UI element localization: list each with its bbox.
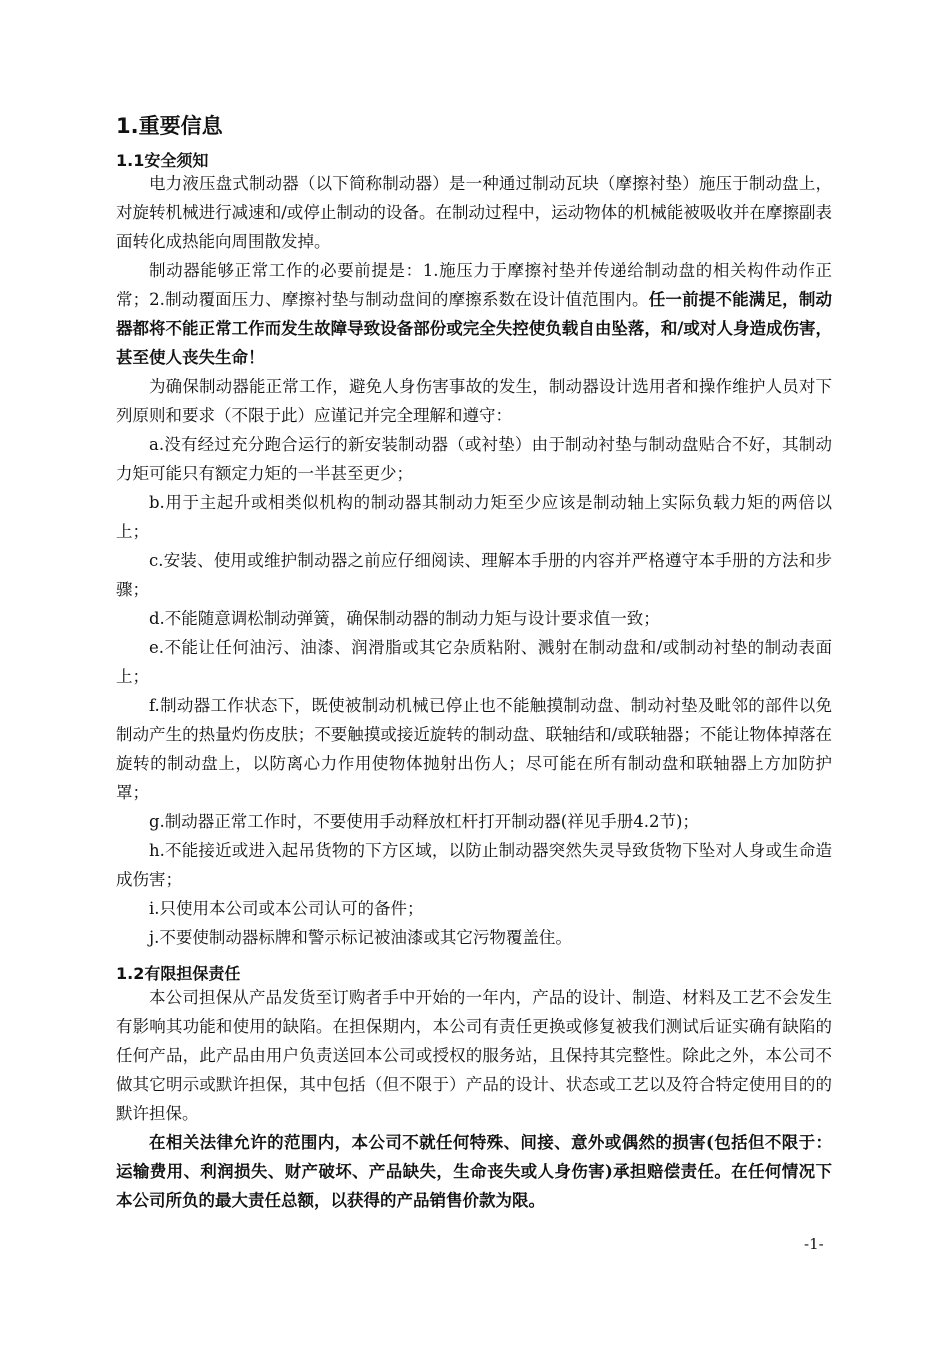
safety-paragraph-3: 为确保制动器能正常工作，避免人身伤害事故的发生，制动器设计选用者和操作维护人员对下列原则和要求（不限于此）应谨记并完全理解和遵守： [116,377,832,425]
warranty-paragraph-1: 本公司担保从产品发货至订购者手中开始的一年内，产品的设计、制造、材料及工艺不会发生有影响其功能和使用的缺陷。在担保期内，本公司有责任更换或修复被我们测试后证实确有缺陷的任何产品，此产品由用户负责送回本公司或授权的服务站，且保持其完整性。除此之外，本公司不做其它明示或默许担保，其中包括（但不限于）产品的设计、状态或工艺以及符合特定使用目的的默许担保。 [116,988,832,1123]
section-title-safety: 1.1安全须知 [116,151,209,170]
safety-item-d: d.不能随意调松制动弹簧，确保制动器的制动力矩与设计要求值一致； [149,609,660,628]
chapter-heading: 1.重要信息 [116,114,223,138]
safety-warning-bold: 任一前提不能满足，制动器都将不能正常工作而发生故障导致设备部份或完全失控使负载自由坠落，和/或对人身造成伤害，甚至使人丧失生命！ [116,290,833,367]
safety-item-i: i.只使用本公司或本公司认可的备件； [149,899,424,918]
safety-paragraph-2-text: 制动器能够正常工作的必要前提是：1.施压力于摩擦衬垫并传递给制动盘的相关构件动作正常；2.制动覆面压力、摩擦衬垫与制动盘间的摩擦系数在设计值范围内。 [116,261,832,309]
safety-item-f: f.制动器工作状态下，既使被制动机械已停止也不能触摸制动盘、制动衬垫及毗邻的部件以免制动产生的热量灼伤皮肤；不要触摸或接近旋转的制动盘、联轴结和/或联轴器；不能让物体掉落在旋转的制动盘上，以防离心力作用使物体抛射出伤人；尽可能在所有制动盘和联轴器上方加防护罩； [116,696,832,802]
section-title-warranty: 1.2有限担保责任 [116,964,241,983]
safety-item-c: c.安装、使用或维护制动器之前应仔细阅读、理解本手册的内容并严格遵守本手册的方法和步骤； [116,551,832,599]
safety-item-a: a.没有经过充分跑合运行的新安装制动器（或衬垫）由于制动衬垫与制动盘贴合不好，其制动力矩可能只有额定力矩的一半甚至更少； [116,435,832,483]
safety-item-e: e.不能让任何油污、油漆、润滑脂或其它杂质粘附、溅射在制动盘和/或制动衬垫的制动表面上； [116,638,832,686]
safety-paragraph-1: 电力液压盘式制动器（以下简称制动器）是一种通过制动瓦块（摩擦衬垫）施压于制动盘上，对旋转机械进行减速和/或停止制动的设备。在制动过程中，运动物体的机械能被吸收并在摩擦副表面转化成热能向周围散发掉。 [116,174,832,251]
warranty-liability-bold: 在相关法律允许的范围内，本公司不就任何特殊、间接、意外或偶然的损害(包括但不限于：运输费用、利润损失、财产破坏、产品缺失，生命丧失或人身伤害)承担赔偿责任。在任何情况下本公司所负的最大责任总额，以获得的产品销售价款为限。 [116,1133,832,1210]
safety-item-g: g.制动器正常工作时，不要使用手动释放杠杆打开制动器(祥见手册4.2节)； [149,812,699,831]
page-number: -1- [804,1235,824,1253]
safety-item-b: b.用于主起升或相类似机构的制动器其制动力矩至少应该是制动轴上实际负载力矩的两倍以上； [116,493,832,541]
safety-paragraph-2 [116,256,832,372]
safety-item-h: h.不能接近或进入起吊货物的下方区域，以防止制动器突然失灵导致货物下坠对人身或生命造成伤害； [116,841,832,889]
safety-item-j: j.不要使制动器标牌和警示标记被油漆或其它污物覆盖住。 [149,928,572,947]
